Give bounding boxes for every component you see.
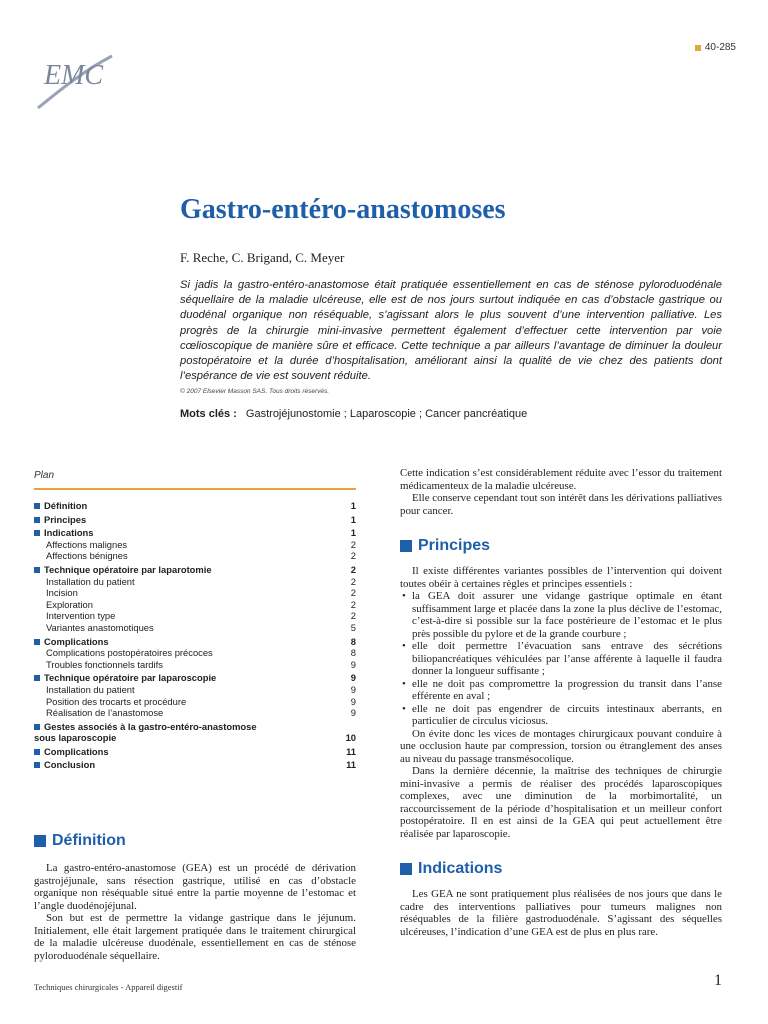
square-bullet-icon — [34, 503, 40, 509]
paragraph: Son but est de permettre la vidange gastrique dans le jéjunum. Initialement, elle était largement pratiquée dans le traitement chirurgical de la maladie ulcéreuse duodénale, essentiellement en cas de sténose pyloroduodénale séquellaire. — [34, 912, 356, 962]
section-heading-principes — [400, 537, 722, 555]
toc-page: 2 — [350, 575, 356, 587]
principes-body — [400, 565, 722, 840]
square-bullet-icon — [34, 724, 40, 730]
list-item: • elle doit permettre l’évacuation sans entrave des sécrétions biliopancréatiques véhiculées par l’anse afférente à laquelle il faudra donner la longueur suffisante ; — [412, 640, 722, 678]
reference-code — [695, 42, 736, 53]
paragraph: Il existe différentes variantes possibles de l’intervention qui doivent toutes obéir à certaines règles et principes essentiels : — [400, 565, 722, 590]
toc-entry[interactable] — [34, 576, 356, 588]
toc-label: Gestes associés à la gastro-entéro-anastomose — [44, 720, 257, 732]
square-bullet-icon — [34, 530, 40, 536]
intro-body — [400, 467, 722, 517]
section-heading-text: Indications — [418, 860, 503, 877]
square-bullet-icon — [34, 749, 40, 755]
toc-label: Incision — [46, 587, 78, 599]
footer-journal: Techniques chirurgicales - Appareil digestif — [34, 982, 183, 992]
toc-label: sous laparoscopie — [34, 732, 117, 744]
emc-logo — [30, 50, 120, 110]
square-bullet-icon — [34, 762, 40, 768]
section-heading-text: Définition — [52, 832, 126, 849]
toc-entry[interactable] — [34, 550, 356, 562]
toc-label: Technique opératoire par laparoscopie — [44, 672, 217, 684]
indications-body — [400, 888, 722, 938]
section-heading-indications — [400, 860, 722, 878]
section-heading-text: Principes — [418, 537, 491, 554]
toc-entry[interactable] — [34, 636, 356, 648]
page-number: 1 — [714, 972, 722, 989]
toc-entry[interactable] — [34, 564, 356, 576]
principes-list — [400, 590, 722, 728]
toc-entry[interactable] — [34, 539, 356, 551]
square-bullet-icon — [400, 540, 412, 552]
plan-label: Plan — [34, 470, 55, 481]
toc-entry[interactable] — [34, 659, 356, 671]
square-bullet-icon — [34, 675, 40, 681]
toc-page: 2 — [350, 610, 356, 622]
copyright: © 2007 Elsevier Masson SAS. Tous droits réservés. — [180, 388, 330, 395]
toc-label: Définition — [44, 500, 88, 511]
square-bullet-icon — [34, 835, 46, 847]
toc-label: Indications — [44, 527, 94, 539]
toc-entry[interactable] — [34, 587, 356, 599]
square-bullet-icon — [34, 567, 40, 573]
list-item: • la GEA doit assurer une vidange gastrique optimale en étant suffisamment large et placée dans la zone la plus déclive de l’estomac, c’est-à-dire si possible sur la face postérieure de l’estomac et le plus près possible du pylore et de la grande courbure ; — [412, 590, 722, 640]
toc-entry[interactable] — [34, 622, 356, 634]
paragraph: Les GEA ne sont pratiquement plus réalisées de nos jours que dans le cadre des interventions palliatives pour tumeurs malignes non réséquables de la filière gastroduodénale. S’agissant des séquelles ulcéreuses, l’indication d’une GEA est de plus en plus rare. — [400, 888, 722, 938]
toc-page: 9 — [350, 695, 356, 707]
list-item: • elle ne doit pas compromettre la progression du transit dans l’anse efférente en aval ; — [412, 678, 722, 703]
paragraph: Elle conserve cependant tout son intérêt dans les dérivations palliatives pour cancer. — [400, 492, 722, 517]
toc-page: 5 — [350, 621, 356, 633]
square-bullet-icon — [34, 517, 40, 523]
toc-label: Complications postopératoires précoces — [46, 647, 213, 659]
keywords — [180, 408, 527, 420]
toc-page: 8 — [350, 635, 356, 647]
toc-entry[interactable] — [34, 684, 356, 696]
toc-entry[interactable] — [34, 707, 356, 719]
section-heading-definition — [34, 832, 356, 850]
toc-entry[interactable] — [34, 721, 356, 744]
toc-label: Installation du patient — [46, 575, 135, 587]
toc-label: Technique opératoire par laparotomie — [44, 563, 212, 575]
list-item: • elle ne doit pas engendrer de circuits intestinaux aberrants, en particulier de circulus viciosus. — [412, 703, 722, 728]
toc-page: 9 — [350, 658, 356, 670]
reference-number: 40-285 — [704, 42, 736, 53]
paragraph: On évite donc les vices de montages chirurgicaux pouvant conduire à une occlusion haute par compression, torsion ou étranglement des anses au niveau du passage transmésocolique. — [400, 727, 722, 765]
toc-page: 2 — [350, 598, 356, 610]
toc-page: 9 — [350, 683, 356, 695]
svg-text:EMC: EMC — [44, 60, 104, 91]
toc-page: 11 — [346, 759, 356, 771]
toc-label: Exploration — [46, 598, 93, 610]
toc-entry[interactable] — [34, 759, 356, 771]
toc-label: Principes — [44, 513, 87, 525]
toc-entry[interactable] — [34, 599, 356, 611]
toc-page: 1 — [350, 513, 356, 525]
toc-page: 9 — [350, 707, 356, 719]
toc-label: Affections malignes — [46, 538, 128, 550]
paragraph: La gastro-entéro-anastomose (GEA) est un procédé de dérivation gastrojéjunale, sans résection gastrique, utilisé en cas d’obstacle organique non réséquable situé entre la partie moyenne de l’estomac et l’angle duodénojéjunal. — [34, 862, 356, 912]
toc-page: 2 — [350, 587, 356, 599]
toc-label: Réalisation de l’anastomose — [46, 707, 164, 719]
toc-page: 2 — [350, 550, 356, 562]
toc-page: 11 — [346, 745, 356, 757]
toc-label: Intervention type — [46, 610, 116, 622]
keywords-value: Gastrojéjunostomie ; Laparoscopie ; Cancer pancréatique — [245, 408, 528, 420]
toc-page: 2 — [350, 563, 356, 575]
square-bullet-icon — [34, 639, 40, 645]
toc-page: 2 — [350, 538, 356, 550]
toc-entry[interactable] — [34, 746, 356, 758]
toc-entry[interactable] — [34, 696, 356, 708]
toc-label: Complications — [44, 635, 109, 647]
toc-label: Complications — [44, 745, 109, 757]
paragraph: Dans la dernière décennie, la maîtrise des techniques de chirurgie mini-invasive a permis de réaliser des procédés laparoscopiques complexes, avec une diminution de la morbimortalité, un raccourcissement de la période d’hospitalisation et un meilleur confort postopératoire. Il en est ainsi de la GEA qui peut actuellement être réalisée par laparoscopie. — [400, 765, 722, 840]
toc-label: Troubles fonctionnels tardifs — [46, 658, 163, 670]
abstract: Si jadis la gastro-entéro-anastomose était pratiquée essentiellement en cas de sténose pyloroduodénale séquellaire de la maladie ulcéreuse, elle est de nos jours surtout indiquée en cas d’obstacle gastrique ou duodénal organique non réséquable, s’agissant alors le plus souvent d’une intervention palliative. Les progrès de la chirurgie mini-invasive permettent également d’effectuer cette intervention par voie cœlioscopique de manière sûre et efficace. Cette technique a par ailleurs l’avantage de diminuer la douleur postopératoire et la durée d’hospitalisation, améliorant ainsi la qualité de vie chez des patients dont l’espérance de vie est souvent réduite. — [180, 279, 722, 383]
toc-entry[interactable] — [34, 647, 356, 659]
toc-entry[interactable] — [34, 527, 356, 539]
toc-page: 1 — [350, 527, 356, 539]
paragraph: Cette indication s’est considérablement réduite avec l’essor du traitement médicamenteux de la maladie ulcéreuse. — [400, 467, 722, 492]
definition-body — [34, 862, 356, 962]
article-title: Gastro-entéro-anastomoses — [180, 194, 506, 225]
toc-label: Affections bénignes — [46, 550, 128, 562]
table-of-contents — [34, 498, 356, 771]
plan-divider — [34, 488, 356, 490]
keywords-label: Mots clés : — [180, 408, 237, 420]
toc-page: 9 — [350, 672, 356, 684]
toc-label: Position des trocarts et procédure — [46, 695, 187, 707]
toc-page: 10 — [345, 732, 356, 744]
toc-entry[interactable] — [34, 500, 356, 512]
toc-entry[interactable] — [34, 610, 356, 622]
square-bullet-icon — [400, 863, 412, 875]
authors: F. Reche, C. Brigand, C. Meyer — [180, 250, 345, 265]
toc-page: 8 — [350, 647, 356, 659]
toc-label: Variantes anastomotiques — [46, 621, 154, 633]
toc-entry[interactable] — [34, 672, 356, 684]
square-bullet-icon — [695, 45, 701, 51]
toc-label: Installation du patient — [46, 683, 135, 695]
toc-entry[interactable] — [34, 514, 356, 526]
toc-label: Conclusion — [44, 759, 96, 771]
toc-page: 1 — [350, 500, 356, 511]
